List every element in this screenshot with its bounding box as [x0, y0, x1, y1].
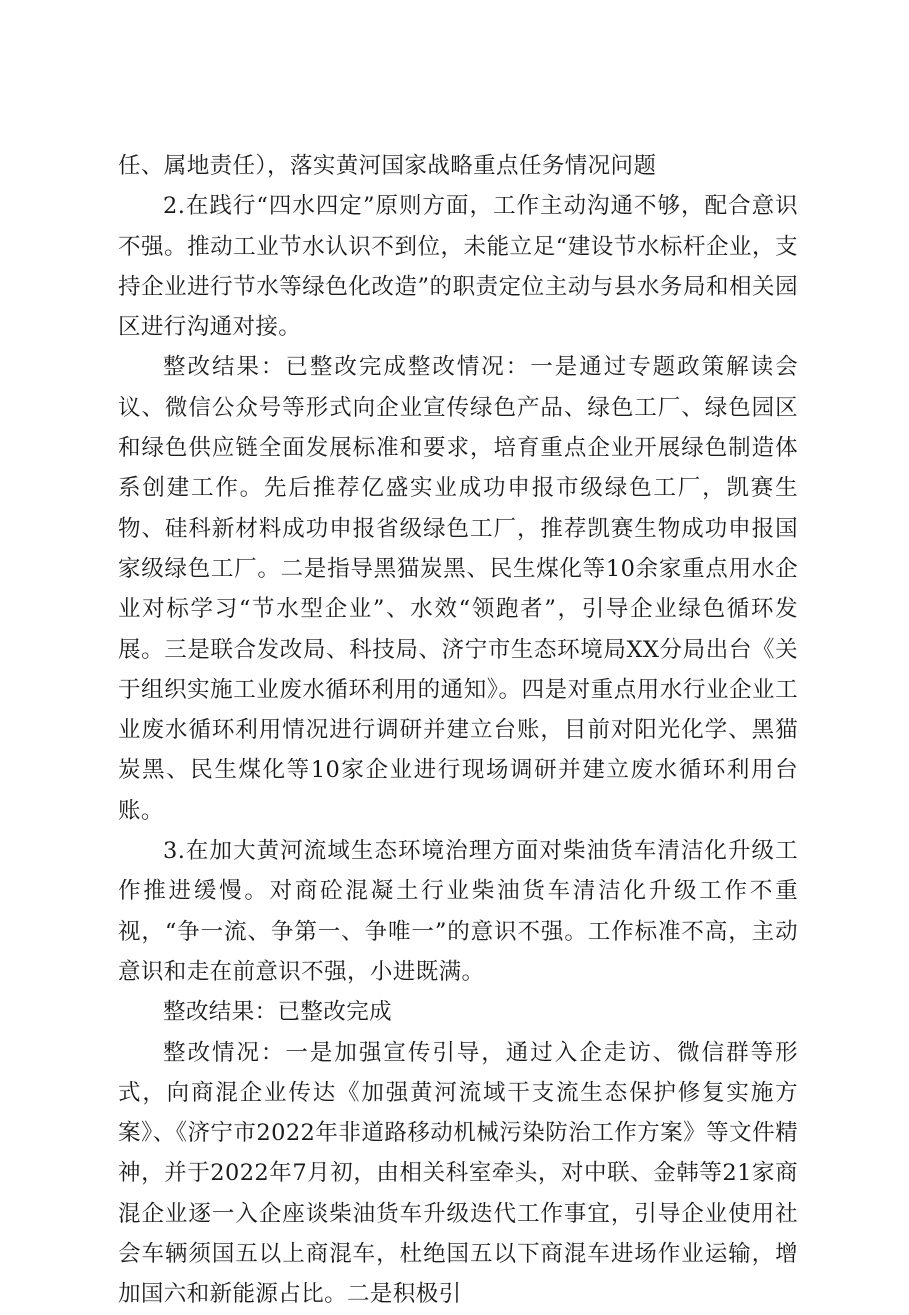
document-body: [118, 146, 798, 1315]
paragraph-issue-3: 3.在加大黄河流域生态环境治理方面对柴油货车清洁化升级工作推进缓慢。对商砼混凝土行业柴油货车清洁化升级工作不重视，“争一流、争第一、争唯一”的意识不强。工作标准不高，主动意识和走在前意识不强，小进既满。: [118, 838, 798, 985]
paragraph-result-3: 整改结果：已整改完成: [163, 999, 393, 1026]
paragraph-rectification-3: 整改情况：一是加强宣传引导，通过入企走访、微信群等形式，向商混企业传达《加强黄河流域干支流生态保护修复实施方案》、《济宁市2022年非道路移动机械污染防治工作方案》等文件精神，并于2022年7月初，由相关科室牵头，对中联、金韩等21家商混企业逐一入企座谈柴油货车升级迭代工作事宜，引导企业使用社会车辆须国五以上商混车，杜绝国五以下商混车进场作业运输，增加国六和新能源占比。二是积极引: [118, 1039, 798, 1308]
paragraph-issue-2: 2.在践行“四水四定”原则方面，工作主动沟通不够，配合意识不强。推动工业节水认识不到位，未能立足“建设节水标杆企业，支持企业进行节水等绿色化改造”的职责定位主动与县水务局和相关园区进行沟通对接。: [118, 193, 798, 341]
paragraph-continuation: 任、属地责任），落实黄河国家战略重点任务情况问题: [118, 153, 657, 179]
paragraph-rectification-2: 整改结果：已整改完成整改情况：一是通过专题政策解读会议、微信公众号等形式向企业宣传绿色产品、绿色工厂、绿色园区和绿色供应链全面发展标准和要求，培育重点企业开展绿色制造体系创建工作。先后推荐亿盛实业成功申报市级绿色工厂，凯赛生物、硅科新材料成功申报省级绿色工厂，推荐凯赛生物成功申报国家级绿色工厂。二是指导黑猫炭黑、民生煤化等10余家重点用水企业对标学习“节水型企业”、水效“领跑者”，引导企业绿色循环发展。三是联合发改局、科技局、济宁市生态环境局XX分局出台《关于组织实施工业废水循环利用的通知》。四是对重点用水行业企业工业废水循环利用情况进行调研并建立台账，目前对阳光化学、黑猫炭黑、民生煤化等10家企业进行现场调研并建立废水循环利用台账。: [118, 354, 798, 824]
